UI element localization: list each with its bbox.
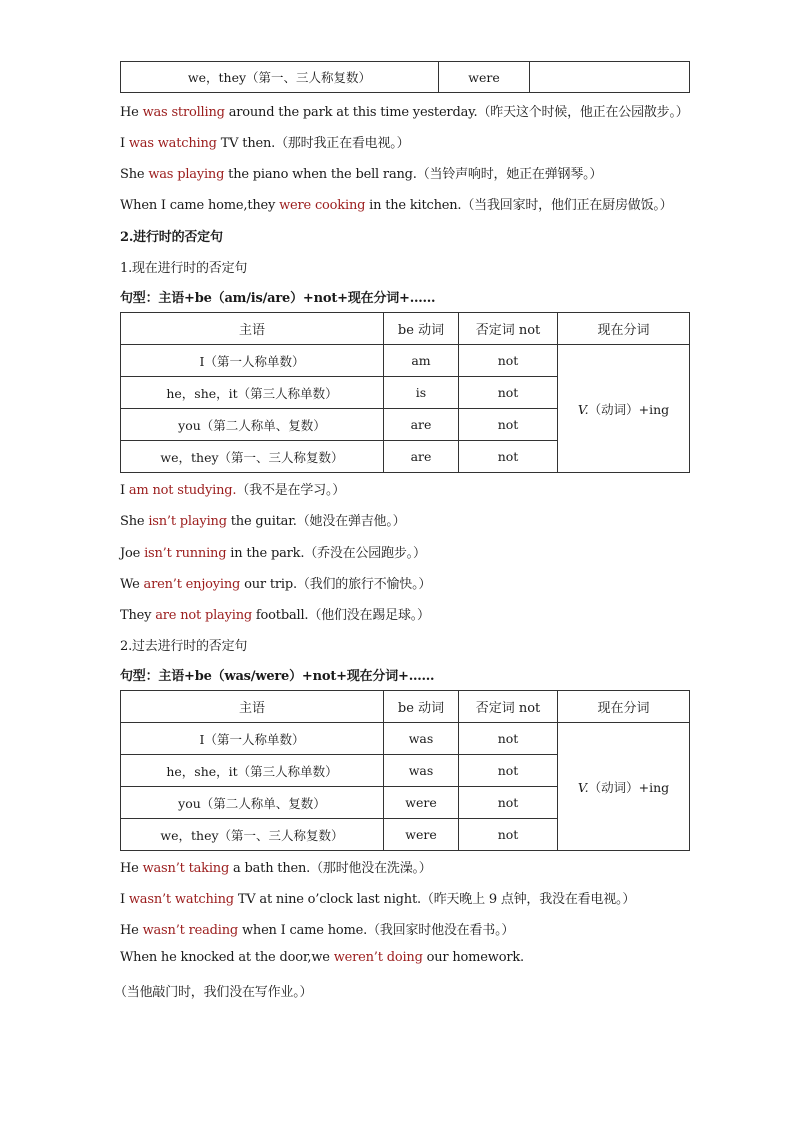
highlighted-verb: aren’t enjoying bbox=[143, 577, 241, 592]
table-cell-not: not bbox=[459, 723, 558, 755]
highlighted-verb: was watching bbox=[128, 136, 217, 151]
highlighted-verb: isn’t running bbox=[144, 546, 227, 561]
table-cell-not: not bbox=[459, 787, 558, 819]
example-sentence: Joe isn’t running in the park.（乔没在公园跑步。） bbox=[120, 546, 426, 561]
example-sentence: I wasn’t watching TV at nine o’clock last night.（昨天晚上 9 点钟，我没在看电视。） bbox=[120, 892, 636, 907]
sentence-pattern: 句型：主语+be（was/were）+not+现在分词+…… bbox=[120, 669, 435, 684]
example-sentence: She isn’t playing the guitar.（她没在弹吉他。） bbox=[120, 514, 406, 529]
example-sentence: When I came home,they were cooking in the kitchen.（当我回家时，他们正在厨房做饭。） bbox=[120, 198, 673, 213]
header-be-verb: be 动词 bbox=[384, 691, 459, 723]
highlighted-verb: am not studying. bbox=[128, 483, 237, 498]
table-cell-subject: I（第一人称单数） bbox=[121, 723, 384, 755]
table-cell-not: not bbox=[459, 755, 558, 787]
table-cell-be: is bbox=[384, 377, 459, 409]
table-cell-participle: V.（动词）+ing bbox=[558, 345, 690, 473]
subsection-title: 2.过去进行时的否定句 bbox=[120, 639, 248, 654]
highlighted-verb: wasn’t taking bbox=[142, 861, 230, 876]
example-sentence: I was watching TV then.（那时我正在看电视。） bbox=[120, 136, 410, 151]
present-negative-table bbox=[120, 312, 690, 473]
highlighted-verb: was strolling bbox=[142, 105, 225, 120]
header-subject: 主语 bbox=[121, 691, 384, 723]
table-cell-empty bbox=[530, 62, 690, 93]
example-sentence: He wasn’t reading when I came home.（我回家时他没在看书。） bbox=[120, 923, 515, 938]
highlighted-verb: are not playing bbox=[155, 608, 252, 623]
highlighted-verb: isn’t playing bbox=[148, 514, 227, 529]
table-cell-subject: we，they（第一、三人称复数） bbox=[121, 441, 384, 473]
example-sentence: I am not studying.（我不是在学习。） bbox=[120, 483, 346, 498]
sentence-pattern: 句型：主语+be（am/is/are）+not+现在分词+…… bbox=[120, 291, 436, 306]
highlighted-verb: wasn’t reading bbox=[142, 923, 239, 938]
example-sentence: We aren’t enjoying our trip.（我们的旅行不愉快。） bbox=[120, 577, 432, 592]
example-sentence: He wasn’t taking a bath then.（那时他没在洗澡。） bbox=[120, 861, 432, 876]
example-sentence: When he knocked at the door,we weren’t doing our homework. bbox=[120, 950, 524, 965]
table-cell-be: are bbox=[384, 409, 459, 441]
highlighted-verb: wasn’t watching bbox=[128, 892, 234, 907]
table-cell-be: are bbox=[384, 441, 459, 473]
header-participle: 现在分词 bbox=[558, 313, 690, 345]
table-cell-verb: were bbox=[439, 62, 530, 93]
example-sentence: They are not playing football.（他们没在踢足球。） bbox=[120, 608, 430, 623]
conjugation-table-top bbox=[120, 61, 690, 93]
table-cell-subject: you（第二人称单、复数） bbox=[121, 787, 384, 819]
table-cell-be: was bbox=[384, 755, 459, 787]
table-cell-participle: V.（动词）+ing bbox=[558, 723, 690, 851]
highlighted-verb: weren’t doing bbox=[333, 950, 423, 965]
subsection-title: 1.现在进行时的否定句 bbox=[120, 261, 248, 276]
table-cell-not: not bbox=[459, 819, 558, 851]
example-sentence: He was strolling around the park at this time yesterday.（昨天这个时候，他正在公园散步。） bbox=[120, 105, 689, 120]
table-cell-subject: we，they（第一、三人称复数） bbox=[121, 819, 384, 851]
table-cell-not: not bbox=[459, 409, 558, 441]
header-subject: 主语 bbox=[121, 313, 384, 345]
header-negation: 否定词 not bbox=[459, 691, 558, 723]
section-title: 2.进行时的否定句 bbox=[120, 230, 223, 245]
highlighted-verb: were cooking bbox=[279, 198, 366, 213]
table-cell-not: not bbox=[459, 377, 558, 409]
table-cell-be: was bbox=[384, 723, 459, 755]
table-cell-not: not bbox=[459, 441, 558, 473]
table-cell-subject: we，they（第一、三人称复数） bbox=[121, 62, 439, 93]
table-cell-not: not bbox=[459, 345, 558, 377]
header-negation: 否定词 not bbox=[459, 313, 558, 345]
header-participle: 现在分词 bbox=[558, 691, 690, 723]
table-cell-be: were bbox=[384, 819, 459, 851]
highlighted-verb: was playing bbox=[148, 167, 225, 182]
table-cell-subject: he，she，it（第三人称单数） bbox=[121, 377, 384, 409]
example-sentence: She was playing the piano when the bell rang.（当铃声响时，她正在弹钢琴。） bbox=[120, 167, 603, 182]
table-cell-be: am bbox=[384, 345, 459, 377]
header-be-verb: be 动词 bbox=[384, 313, 459, 345]
table-cell-subject: you（第二人称单、复数） bbox=[121, 409, 384, 441]
table-cell-subject: he，she，it（第三人称单数） bbox=[121, 755, 384, 787]
table-cell-subject: I（第一人称单数） bbox=[121, 345, 384, 377]
table-cell-be: were bbox=[384, 787, 459, 819]
past-negative-table bbox=[120, 690, 690, 851]
example-translation: （当他敲门时，我们没在写作业。） bbox=[114, 985, 313, 1000]
